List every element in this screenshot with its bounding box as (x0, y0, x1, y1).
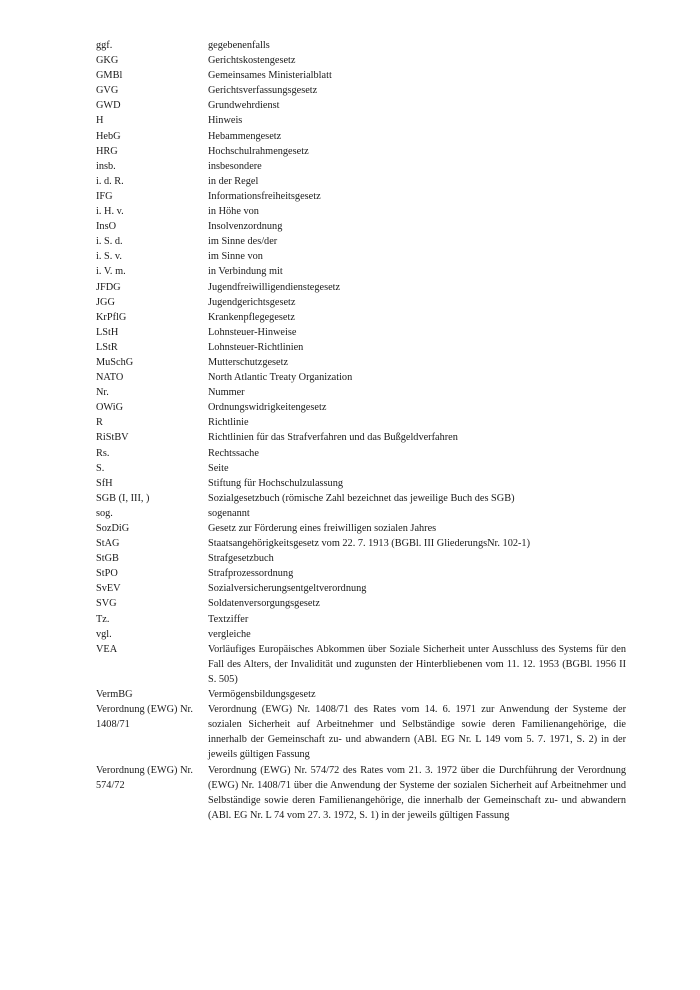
abbreviation-definition: Insolvenzordnung (208, 221, 283, 233)
abbreviation-definition: Sozialgesetzbuch (römische Zahl bezeichnet das jeweilige Buch des SGB) (208, 492, 515, 504)
abbreviation-definition: in Höhe von (208, 206, 259, 218)
abbreviation-definition: Hinweis (208, 115, 243, 127)
abbreviation-term: GKG (96, 55, 119, 67)
abbreviation-definition: Gesetz zur Förderung eines freiwilligen sozialen Jahres (208, 523, 437, 534)
abbreviation-definition: Hebammengesetz (208, 130, 282, 142)
abbreviation-term: i. H. v. (96, 206, 124, 218)
abbreviation-definition: in der Regel (208, 175, 259, 187)
abbreviation-row (96, 174, 626, 189)
abbreviation-term: Rs. (96, 447, 110, 459)
abbreviation-row (96, 536, 626, 551)
abbreviation-term: i. S. v. (96, 251, 122, 263)
abbreviation-definition: Verordnung (EWG) Nr. 574/72 des Rates vom 21. 3. 1972 über die Durchführung der Verordnung (EWG) Nr. 1408/71 über die Anwendung der Systeme der sozialen Sicherheit auf Arbeitnehmer und Selbständige sowie deren Familienangehörige, die innerhalb der Gemeinschaft zu- und abwandern (ABl. EG Nr. L 74 vom 27. 3. 1972, S. 1) in der jeweils gültigen Fassung (208, 764, 626, 821)
abbreviation-row (96, 596, 626, 611)
abbreviation-definition: Gerichtsverfassungsgesetz (208, 85, 318, 97)
abbreviation-definition: im Sinne des/der (208, 236, 278, 248)
abbreviation-definition: Lohnsteuer-Hinweise (208, 326, 297, 338)
abbreviation-row (96, 53, 626, 68)
abbreviation-term: Verordnung (EWG) Nr. 1408/71 (96, 704, 193, 731)
abbreviation-definition: Ordnungswidrigkeitengesetz (208, 402, 327, 414)
abbreviation-row (96, 566, 626, 581)
abbreviation-row (96, 400, 626, 415)
abbreviation-term: sog. (96, 507, 113, 519)
abbreviation-definition: Seite (208, 462, 229, 474)
abbreviation-definition: Richtlinien für das Strafverfahren und das Bußgeldverfahren (208, 432, 458, 444)
abbreviation-definition: insbesondere (208, 160, 262, 172)
abbreviation-definition: Soldatenversorgungsgesetz (208, 598, 320, 610)
abbreviation-term: Tz. (96, 613, 110, 625)
abbreviation-definition: Grundwehrdienst (208, 100, 280, 112)
abbreviation-row (96, 612, 626, 627)
abbreviation-row (96, 702, 626, 762)
abbreviation-term: R (96, 417, 103, 429)
abbreviation-term: JGG (96, 296, 115, 308)
abbreviation-definition: gegebenenfalls (208, 40, 270, 51)
abbreviation-term: Verordnung (EWG) Nr. 574/72 (96, 764, 193, 791)
abbreviation-row (96, 325, 626, 340)
abbreviation-definition: Hochschulrahmengesetz (208, 145, 309, 157)
abbreviation-definition: Jugendgerichtsgesetz (208, 296, 296, 308)
abbreviation-term: i. d. R. (96, 175, 124, 187)
abbreviation-row (96, 98, 626, 113)
abbreviation-term: SozDiG (96, 523, 130, 534)
abbreviation-row (96, 264, 626, 279)
abbreviation-definition: Staatsangehörigkeitsgesetz vom 22. 7. 1913 (BGBl. III GliederungsNr. 102-1) (208, 538, 531, 550)
abbreviation-definition: Strafgesetzbuch (208, 553, 274, 565)
abbreviation-definition: Informationsfreiheitsgesetz (208, 190, 321, 202)
abbreviation-row (96, 234, 626, 249)
abbreviation-row (96, 129, 626, 144)
abbreviation-term: GVG (96, 85, 119, 97)
abbreviation-term: InsO (96, 221, 117, 233)
abbreviation-term: IFG (96, 190, 113, 202)
abbreviation-definition: Verordnung (EWG) Nr. 1408/71 des Rates vom 14. 6. 1971 zur Anwendung der Systeme der sozialen Sicherheit auf Arbeitnehmer und Selbständige sowie deren Familienangehörige, die innerhalb der Gemeinschaft zu- und abwandern (ABl. EG Nr. L 149 vom 5. 7. 1971, S. 2) in der jeweils gültigen Fassung (208, 704, 626, 761)
abbreviation-row (96, 521, 626, 536)
abbreviation-term: KrPflG (96, 311, 127, 323)
abbreviation-term: SfH (96, 477, 113, 489)
abbreviation-term: ggf. (96, 40, 113, 51)
abbreviation-term: StAG (96, 538, 120, 550)
abbreviation-definition: Mutterschutzgesetz (208, 356, 289, 368)
abbreviation-definition: sogenannt (208, 507, 250, 519)
abbreviation-row (96, 370, 626, 385)
abbreviation-term: LStH (96, 326, 119, 338)
abbreviation-term: VermBG (96, 689, 133, 701)
abbreviation-row (96, 476, 626, 491)
abbreviation-definition: Rechtssache (208, 447, 259, 459)
abbreviation-definition: Textziffer (208, 613, 249, 625)
abbreviation-row (96, 491, 626, 506)
abbreviation-row (96, 446, 626, 461)
abbreviation-row (96, 581, 626, 596)
abbreviation-term: SVG (96, 598, 117, 610)
abbreviation-term: H (96, 115, 104, 127)
abbreviation-term: SvEV (96, 583, 121, 595)
abbreviation-definition: Strafprozessordnung (208, 568, 294, 580)
abbreviation-row (96, 280, 626, 295)
abbreviation-row (96, 642, 626, 687)
abbreviation-row (96, 506, 626, 521)
abbreviation-term: Nr. (96, 387, 109, 399)
abbreviation-row (96, 204, 626, 219)
abbreviation-row (96, 385, 626, 400)
abbreviation-row (96, 295, 626, 310)
abbreviation-term: JFDG (96, 281, 121, 293)
abbreviation-definition: Sozialversicherungsentgeltverordnung (208, 583, 367, 595)
abbreviation-definition: Gemeinsames Ministerialblatt (208, 70, 332, 82)
abbreviation-row (96, 310, 626, 325)
abbreviation-definition: Gerichtskostengesetz (208, 55, 296, 67)
abbreviation-term: MuSchG (96, 356, 134, 368)
abbreviation-definition: vergleiche (208, 628, 251, 640)
abbreviation-definition: Richtlinie (208, 417, 249, 429)
abbreviation-row (96, 249, 626, 264)
abbreviation-term: HRG (96, 145, 118, 157)
abbreviation-row (96, 430, 626, 445)
abbreviation-definition: Vorläufiges Europäisches Abkommen über Soziale Sicherheit unter Ausschluss des Systems für den Fall des Alters, der Invalidität und zugunsten der Hinterbliebenen vom 11. 12. 1953 (BGBl. 1956 II S. 505) (208, 643, 626, 685)
abbreviation-term: VEA (96, 643, 118, 655)
abbreviation-row (96, 627, 626, 642)
abbreviation-row (96, 551, 626, 566)
abbreviation-definition: Krankenpflegegesetz (208, 311, 295, 323)
abbreviation-definition: Stiftung für Hochschulzulassung (208, 477, 343, 489)
abbreviation-definition: im Sinne von (208, 251, 263, 263)
abbreviation-row (96, 219, 626, 234)
abbreviation-definition: in Verbindung mit (208, 266, 283, 278)
abbreviation-row (96, 38, 626, 53)
abbreviation-term: NATO (96, 372, 124, 384)
abbreviation-definition: Nummer (208, 387, 245, 399)
abbreviation-row (96, 687, 626, 702)
abbreviation-term: HebG (96, 130, 121, 142)
abbreviation-term: RiStBV (96, 432, 129, 444)
abbreviation-term: SGB (I, III, ) (96, 492, 150, 504)
abbreviation-term: StPO (96, 568, 118, 580)
abbreviation-row (96, 355, 626, 370)
abbreviation-term: i. S. d. (96, 236, 123, 248)
abbreviation-definition: North Atlantic Treaty Organization (208, 372, 353, 384)
abbreviation-list (96, 38, 626, 823)
abbreviation-row (96, 68, 626, 83)
abbreviation-definition: Jugendfreiwilligendienstegesetz (208, 281, 341, 293)
abbreviation-term: insb. (96, 160, 116, 172)
abbreviation-term: i. V. m. (96, 266, 126, 278)
abbreviation-definition: Vermögensbildungsgesetz (208, 689, 316, 701)
abbreviation-term: GMBl (96, 70, 123, 82)
abbreviation-term: LStR (96, 341, 118, 353)
abbreviation-row (96, 763, 626, 823)
abbreviation-row (96, 189, 626, 204)
abbreviation-definition: Lohnsteuer-Richtlinien (208, 341, 304, 353)
abbreviation-row (96, 159, 626, 174)
abbreviation-row (96, 461, 626, 476)
abbreviation-row (96, 113, 626, 128)
abbreviation-row (96, 415, 626, 430)
abbreviation-row (96, 83, 626, 98)
abbreviation-term: vgl. (96, 628, 112, 640)
abbreviation-term: StGB (96, 553, 119, 565)
abbreviation-term: GWD (96, 100, 121, 112)
abbreviation-term: OWiG (96, 402, 124, 414)
abbreviation-term: S. (96, 462, 105, 474)
abbreviation-row (96, 340, 626, 355)
abbreviation-row (96, 144, 626, 159)
